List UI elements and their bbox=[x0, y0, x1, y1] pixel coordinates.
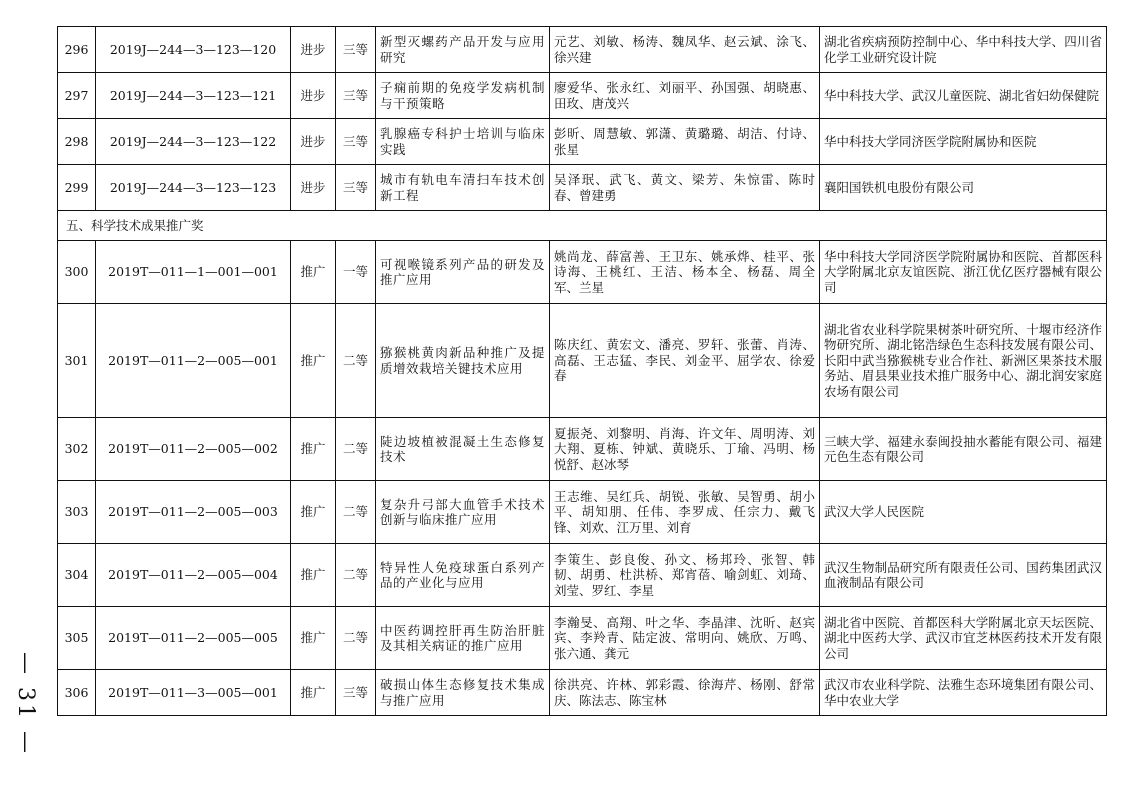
main-contributors: 元艺、刘敏、杨涛、魏凤华、赵云斌、涂飞、徐兴建 bbox=[550, 27, 820, 73]
main-contributors: 陈庆红、黄宏文、潘亮、罗轩、张蕾、肖涛、高磊、王志猛、李民、刘金平、屈学农、徐爱春 bbox=[550, 304, 820, 418]
project-name: 可视喉镜系列产品的研发及推广应用 bbox=[376, 241, 550, 304]
award-type: 进步 bbox=[291, 119, 336, 165]
project-name: 特异性人免疫球蛋白系列产品的产业化与应用 bbox=[376, 544, 550, 607]
award-grade: 三等 bbox=[336, 670, 376, 716]
table-row bbox=[58, 544, 1107, 607]
main-contributors: 廖爱华、张永红、刘丽平、孙国强、胡晓惠、田玫、唐茂兴 bbox=[550, 73, 820, 119]
main-contributors: 姚尚龙、薛富善、王卫东、姚承烨、桂平、张诗海、王桃红、王洁、杨本全、杨磊、周全军、兰星 bbox=[550, 241, 820, 304]
award-grade: 一等 bbox=[336, 241, 376, 304]
table-row bbox=[58, 418, 1107, 481]
main-organizations: 华中科技大学、武汉儿童医院、湖北省妇幼保健院 bbox=[820, 73, 1107, 119]
award-grade: 二等 bbox=[336, 481, 376, 544]
award-type: 进步 bbox=[291, 27, 336, 73]
main-contributors: 王志维、吴红兵、胡锐、张敏、吴智勇、胡小平、胡知朋、任伟、李罗成、任宗力、戴飞锋、刘欢、江万里、刘育 bbox=[550, 481, 820, 544]
award-table-body bbox=[58, 27, 1107, 716]
row-number: 298 bbox=[58, 119, 96, 165]
main-organizations: 华中科技大学同济医学院附属协和医院、首都医科大学附属北京友谊医院、浙江优亿医疗器械有限公司 bbox=[820, 241, 1107, 304]
main-contributors: 夏振尧、刘黎明、肖海、许文年、周明涛、刘大翔、夏栋、钟斌、黄晓乐、丁瑜、冯明、杨悦舒、赵冰琴 bbox=[550, 418, 820, 481]
row-number: 296 bbox=[58, 27, 96, 73]
table-row bbox=[58, 27, 1107, 73]
main-organizations: 湖北省疾病预防控制中心、华中科技大学、四川省化学工业研究设计院 bbox=[820, 27, 1107, 73]
table-row bbox=[58, 670, 1107, 716]
award-code: 2019J—244—3—123—120 bbox=[96, 27, 291, 73]
row-number: 301 bbox=[58, 304, 96, 418]
main-contributors: 彭昕、周慧敏、郭潇、黄璐璐、胡洁、付诗、张星 bbox=[550, 119, 820, 165]
main-organizations: 武汉大学人民医院 bbox=[820, 481, 1107, 544]
row-number: 303 bbox=[58, 481, 96, 544]
award-code: 2019J—244—3—123—122 bbox=[96, 119, 291, 165]
award-type: 进步 bbox=[291, 73, 336, 119]
main-contributors: 吴泽珉、武飞、黄文、梁芳、朱惊雷、陈时春、曾建勇 bbox=[550, 165, 820, 211]
table-row bbox=[58, 73, 1107, 119]
award-table bbox=[57, 26, 1107, 716]
award-type: 推广 bbox=[291, 241, 336, 304]
row-number: 304 bbox=[58, 544, 96, 607]
award-code: 2019T—011—2—005—004 bbox=[96, 544, 291, 607]
main-contributors: 李策生、彭良俊、孙文、杨邦玲、张智、韩韧、胡勇、杜洪桥、郑宵蓓、喻剑虹、刘琦、刘莹、罗红、李星 bbox=[550, 544, 820, 607]
main-organizations: 湖北省农业科学院果树茶叶研究所、十堰市经济作物研究所、湖北铭浩绿色生态科技发展有限公司、长阳中武当猕猴桃专业合作社、新洲区果茶技术服务站、眉县果业技术推广服务中心、湖北润安家庭农场有限公司 bbox=[820, 304, 1107, 418]
award-code: 2019J—244—3—123—123 bbox=[96, 165, 291, 211]
project-name: 中医药调控肝再生防治肝脏及其相关病证的推广应用 bbox=[376, 607, 550, 670]
award-type: 推广 bbox=[291, 481, 336, 544]
table-row bbox=[58, 241, 1107, 304]
award-grade: 二等 bbox=[336, 544, 376, 607]
row-number: 305 bbox=[58, 607, 96, 670]
award-code: 2019T—011—2—005—002 bbox=[96, 418, 291, 481]
project-name: 子痫前期的免疫学发病机制与干预策略 bbox=[376, 73, 550, 119]
award-grade: 二等 bbox=[336, 607, 376, 670]
project-name: 新型灭螺药产品开发与应用研究 bbox=[376, 27, 550, 73]
award-code: 2019T—011—3—005—001 bbox=[96, 670, 291, 716]
project-name: 陡边坡植被混凝土生态修复技术 bbox=[376, 418, 550, 481]
main-organizations: 华中科技大学同济医学院附属协和医院 bbox=[820, 119, 1107, 165]
main-organizations: 襄阳国铁机电股份有限公司 bbox=[820, 165, 1107, 211]
main-organizations: 武汉生物制品研究所有限责任公司、国药集团武汉血液制品有限公司 bbox=[820, 544, 1107, 607]
page-number: — 31 — bbox=[13, 652, 39, 756]
award-type: 推广 bbox=[291, 670, 336, 716]
project-name: 复杂升弓部大血管手术技术创新与临床推广应用 bbox=[376, 481, 550, 544]
table-row bbox=[58, 607, 1107, 670]
award-grade: 三等 bbox=[336, 73, 376, 119]
award-code: 2019T—011—2—005—001 bbox=[96, 304, 291, 418]
award-type: 推广 bbox=[291, 418, 336, 481]
main-contributors: 李瀚旻、高翔、叶之华、李晶津、沈昕、赵宾宾、李羚青、陆定波、常明向、姚欣、万鸣、张六通、龚元 bbox=[550, 607, 820, 670]
table-row bbox=[58, 119, 1107, 165]
award-grade: 三等 bbox=[336, 119, 376, 165]
award-grade: 二等 bbox=[336, 418, 376, 481]
award-grade: 三等 bbox=[336, 27, 376, 73]
project-name: 城市有轨电车清扫车技术创新工程 bbox=[376, 165, 550, 211]
main-contributors: 徐洪亮、许林、郭彩霞、徐海芹、杨刚、舒常庆、陈法志、陈宝林 bbox=[550, 670, 820, 716]
award-code: 2019J—244—3—123—121 bbox=[96, 73, 291, 119]
table-row bbox=[58, 304, 1107, 418]
table-row bbox=[58, 481, 1107, 544]
row-number: 300 bbox=[58, 241, 96, 304]
main-organizations: 武汉市农业科学院、法雅生态环境集团有限公司、华中农业大学 bbox=[820, 670, 1107, 716]
row-number: 302 bbox=[58, 418, 96, 481]
award-code: 2019T—011—2—005—005 bbox=[96, 607, 291, 670]
award-grade: 三等 bbox=[336, 165, 376, 211]
project-name: 猕猴桃黄肉新品种推广及提质增效栽培关键技术应用 bbox=[376, 304, 550, 418]
main-organizations: 湖北省中医院、首都医科大学附属北京天坛医院、湖北中医药大学、武汉市宜芝林医药技术开发有限公司 bbox=[820, 607, 1107, 670]
project-name: 乳腺癌专科护士培训与临床实践 bbox=[376, 119, 550, 165]
section-header-row bbox=[58, 211, 1107, 241]
award-type: 推广 bbox=[291, 607, 336, 670]
award-type: 进步 bbox=[291, 165, 336, 211]
row-number: 297 bbox=[58, 73, 96, 119]
section-title: 五、科学技术成果推广奖 bbox=[58, 211, 1107, 241]
main-organizations: 三峡大学、福建永泰闽投抽水蓄能有限公司、福建元色生态有限公司 bbox=[820, 418, 1107, 481]
table-row bbox=[58, 165, 1107, 211]
award-type: 推广 bbox=[291, 304, 336, 418]
row-number: 306 bbox=[58, 670, 96, 716]
project-name: 破损山体生态修复技术集成与推广应用 bbox=[376, 670, 550, 716]
award-grade: 二等 bbox=[336, 304, 376, 418]
award-code: 2019T—011—1—001—001 bbox=[96, 241, 291, 304]
award-code: 2019T—011—2—005—003 bbox=[96, 481, 291, 544]
row-number: 299 bbox=[58, 165, 96, 211]
award-type: 推广 bbox=[291, 544, 336, 607]
